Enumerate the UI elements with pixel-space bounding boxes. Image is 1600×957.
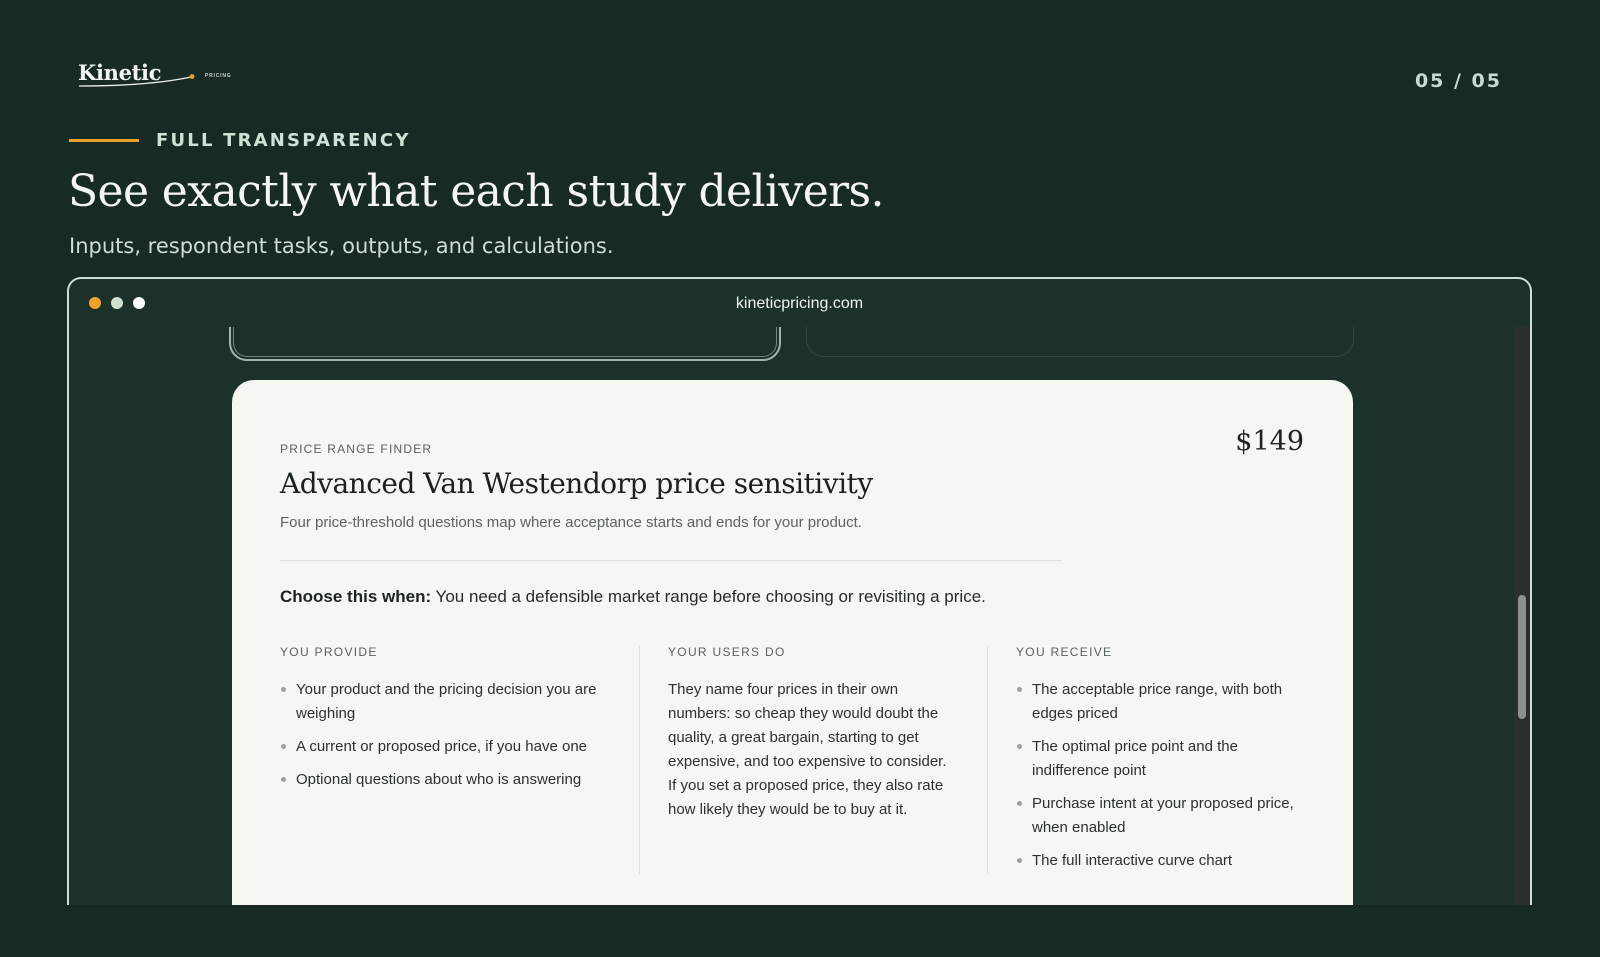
your-users-do-column	[668, 645, 948, 822]
eyebrow-accent-line	[69, 139, 139, 142]
study-title: Advanced Van Westendorp price sensitivity	[280, 467, 873, 500]
bullet-icon	[281, 687, 286, 692]
your-users-do-heading: YOUR USERS DO	[668, 645, 786, 659]
card-divider	[280, 560, 1062, 561]
slide-counter: 05 / 05	[1414, 70, 1502, 92]
choose-text: You need a defensible market range before choosing or revisiting a price.	[431, 587, 986, 606]
brand-name: Kinetic	[78, 60, 162, 85]
browser-viewport[interactable]	[69, 327, 1530, 905]
browser-url: kineticpricing.com	[735, 295, 864, 312]
list-item: Optional questions about who is answering	[280, 768, 600, 792]
you-provide-column	[280, 645, 600, 801]
you-provide-heading: YOU PROVIDE	[280, 645, 378, 659]
study-price: $149	[1235, 426, 1304, 457]
you-receive-column	[1016, 645, 1306, 882]
list-item: The acceptable price range, with both edges priced	[1016, 678, 1306, 726]
list-item: Purchase intent at your proposed price, when enabled	[1016, 792, 1306, 840]
section-eyebrow	[69, 130, 411, 151]
study-card-selected[interactable]	[229, 327, 781, 361]
column-divider	[987, 646, 988, 874]
viewport-scrollbar[interactable]	[1514, 327, 1530, 905]
study-description: Four price-threshold questions map where acceptance starts and ends for your product.	[280, 514, 862, 531]
eyebrow-label: FULL TRANSPARENCY	[156, 130, 411, 151]
you-receive-heading: YOU RECEIVE	[1016, 645, 1113, 659]
your-users-do-text: They name four prices in their own numbers: so cheap they would doubt the quality, a great bargain, starting to get expensive, and too expensive to consider. If you set a proposed price, they also rate how likely they would be to buy at it.	[668, 681, 947, 818]
brand-logo	[78, 58, 248, 98]
logo-swoosh-icon	[78, 70, 203, 90]
choose-this-when	[280, 587, 986, 607]
bullet-icon	[281, 777, 286, 782]
column-divider	[639, 646, 640, 874]
brand-tagline: PRICING	[205, 73, 232, 79]
bullet-icon	[1017, 801, 1022, 806]
bullet-icon	[1017, 687, 1022, 692]
study-category: PRICE RANGE FINDER	[280, 442, 433, 456]
page-subhead: Inputs, respondent tasks, outputs, and calculations.	[69, 234, 614, 258]
choose-label: Choose this when:	[280, 587, 432, 606]
list-item: A current or proposed price, if you have one	[280, 735, 600, 759]
page-headline: See exactly what each study delivers.	[68, 166, 884, 217]
scrollbar-thumb[interactable]	[1518, 595, 1526, 719]
browser-title-bar	[69, 279, 1530, 327]
browser-window	[67, 277, 1532, 905]
list-item: The optimal price point and the indifference point	[1016, 735, 1306, 783]
study-card[interactable]	[806, 327, 1354, 357]
bullet-icon	[1017, 744, 1022, 749]
bullet-icon	[1017, 858, 1022, 863]
list-item: The full interactive curve chart	[1016, 849, 1306, 873]
study-detail-card	[232, 380, 1353, 905]
bullet-icon	[281, 744, 286, 749]
list-item: Your product and the pricing decision you are weighing	[280, 678, 600, 726]
